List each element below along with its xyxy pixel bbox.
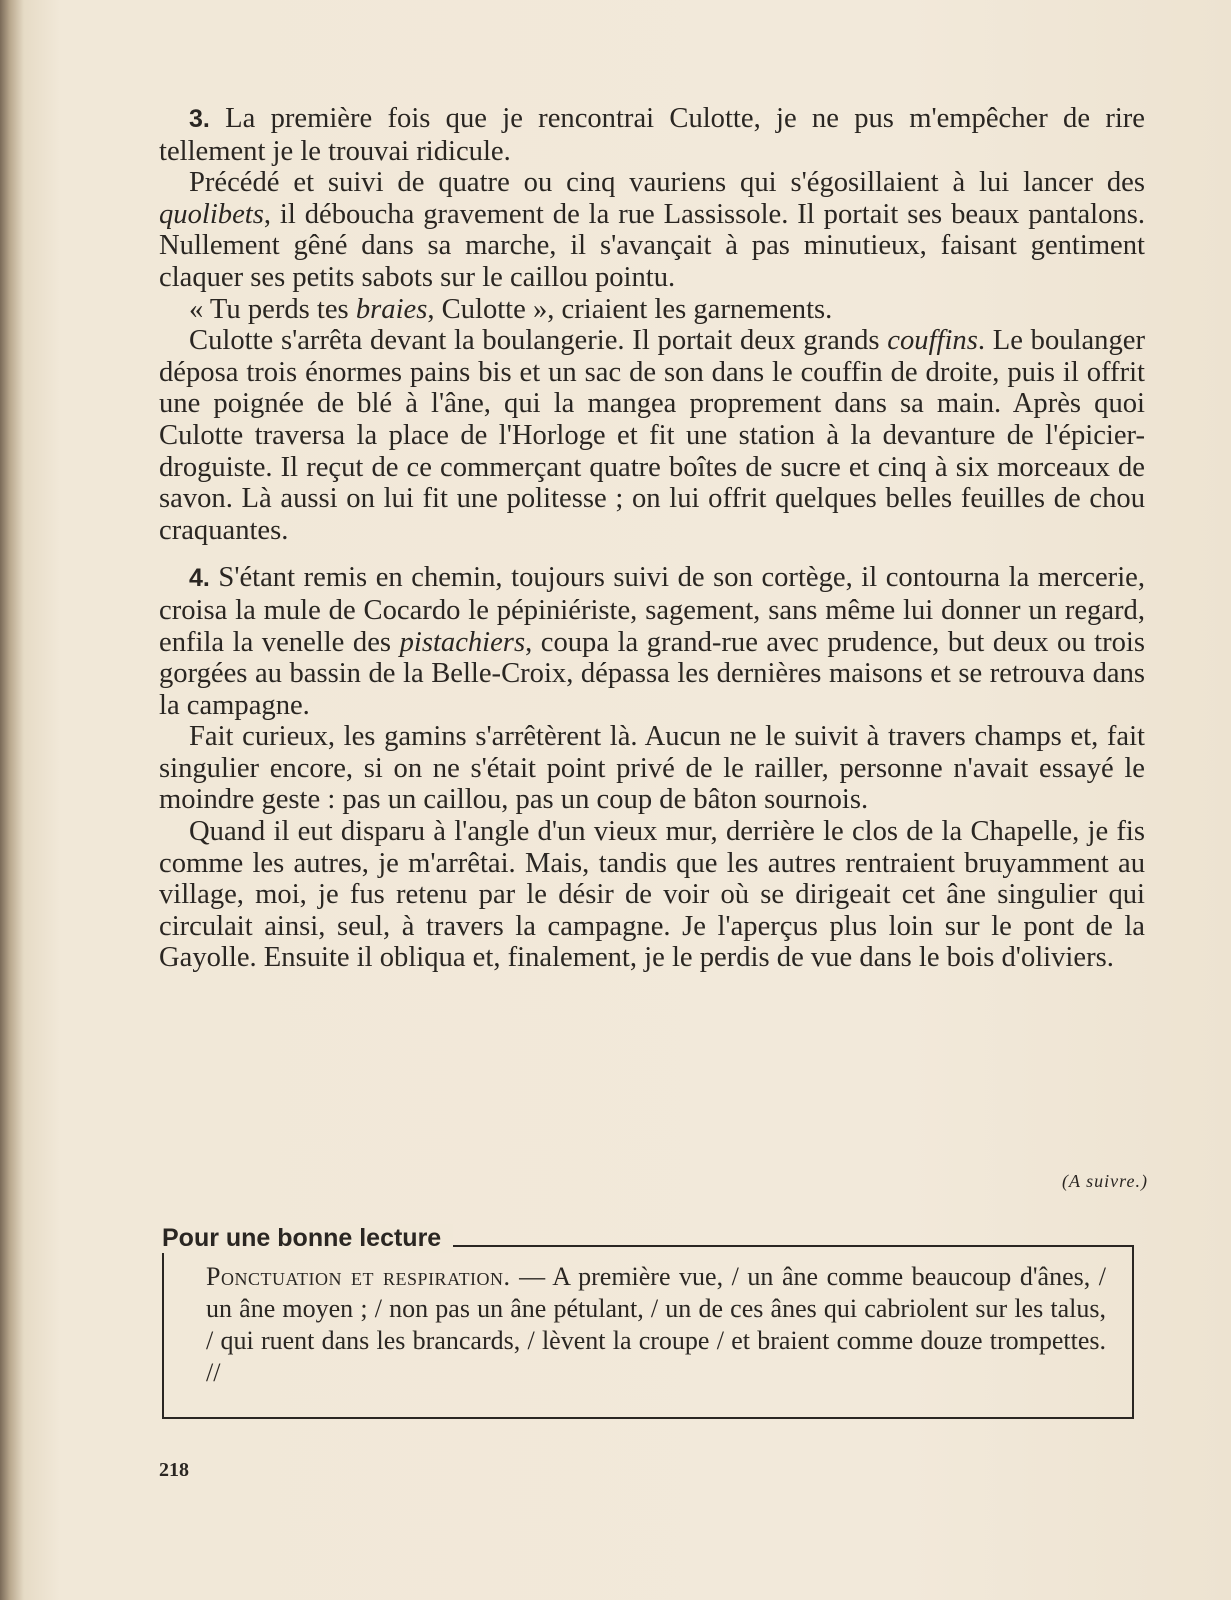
main-text (159, 103, 1145, 974)
paragraph: « Tu perds tes braies, Culotte », criaient les garnements. (189, 293, 833, 325)
continuation-note: (A suivre.) (1062, 1171, 1148, 1191)
paragraph: 3. La première fois que je rencontrai Culotte, je ne pus m'empêcher de rire tellement je le trouvai ridicule. (159, 103, 1145, 167)
page-number: 218 (159, 1459, 189, 1481)
paragraph: Quand il eut disparu à l'angle d'un vieux mur, derrière le clos de la Chapelle, je fis comme les autres, je m'arrêtai. Mais, tandis que les autres rentraient bruyamment au village, moi, je fus retenu par le désir de voir où se dirigeait cet âne singulier qui circulait ainsi, seul, à travers la campagne. Je l'aperçus plus loin sur le pont de la Gayolle. Ensuite il obliqua et, finalement, je le perdis de vue dans le bois d'oliviers. (159, 816, 1145, 974)
paragraph: 4. S'étant remis en chemin, toujours suivi de son cortège, il contourna la mercerie, croisa la mule de Cocardo le pépiniériste, sagement, sans même lui donner un regard, enfila la venelle des pistachiers, coupa la grand-rue avec prudence, but deux ou trois gorgées au bassin de la Belle-Croix, dépassa les dernières maisons et se retrouva dans la campagne. (159, 562, 1145, 721)
section-number: 3. (189, 105, 210, 133)
reading-box-title: Pour une bonne lecture (162, 1224, 453, 1253)
paragraph: Précédé et suivi de quatre ou cinq vauriens qui s'égosillaient à lui lancer des quolibets, il déboucha gravement de la rue Lassissole. Il portait ses beaux pantalons. Nullement gêné dans sa marche, il s'avançait à pas minutieux, faisant gentiment claquer ses petits sabots sur le caillou pointu. (159, 167, 1145, 293)
reading-box (162, 1245, 1134, 1419)
reading-box-text: Ponctuation et respiration. — A première vue, / un âne comme beaucoup d'ânes, / un âne moyen ; / non pas un âne pétulant, / un de ces ânes qui cabriolent sur les talus, / qui ruent dans les brancards, / lèvent la croupe / et braient comme douze trompettes. // (206, 1262, 1107, 1387)
section-number: 4. (189, 564, 210, 593)
paragraph: Culotte s'arrêta devant la boulangerie. Il portait deux grands couffins. Le boulanger déposa trois énormes pains bis et un sac de son dans le couffin de droite, puis il offrit une poignée de blé à l'âne, qui la mangea proprement dans sa main. Après quoi Culotte traversa la place de l'Horloge et fit une station à la devanture de l'épicier-droguiste. Il reçut de ce commerçant quatre boîtes de sucre et cinq à six morceaux de savon. Là aussi on lui fit une politesse ; on lui offrit quelques belles feuilles de chou craquantes. (159, 325, 1145, 546)
paragraph: Fait curieux, les gamins s'arrêtèrent là. Aucun ne le suivit à travers champs et, fait singulier encore, si on ne s'était point privé de le railler, personne n'avait essayé le moindre geste : pas un caillou, pas un coup de bâton sournois. (159, 721, 1145, 816)
reading-box-label: Ponctuation et respiration. (206, 1262, 511, 1291)
